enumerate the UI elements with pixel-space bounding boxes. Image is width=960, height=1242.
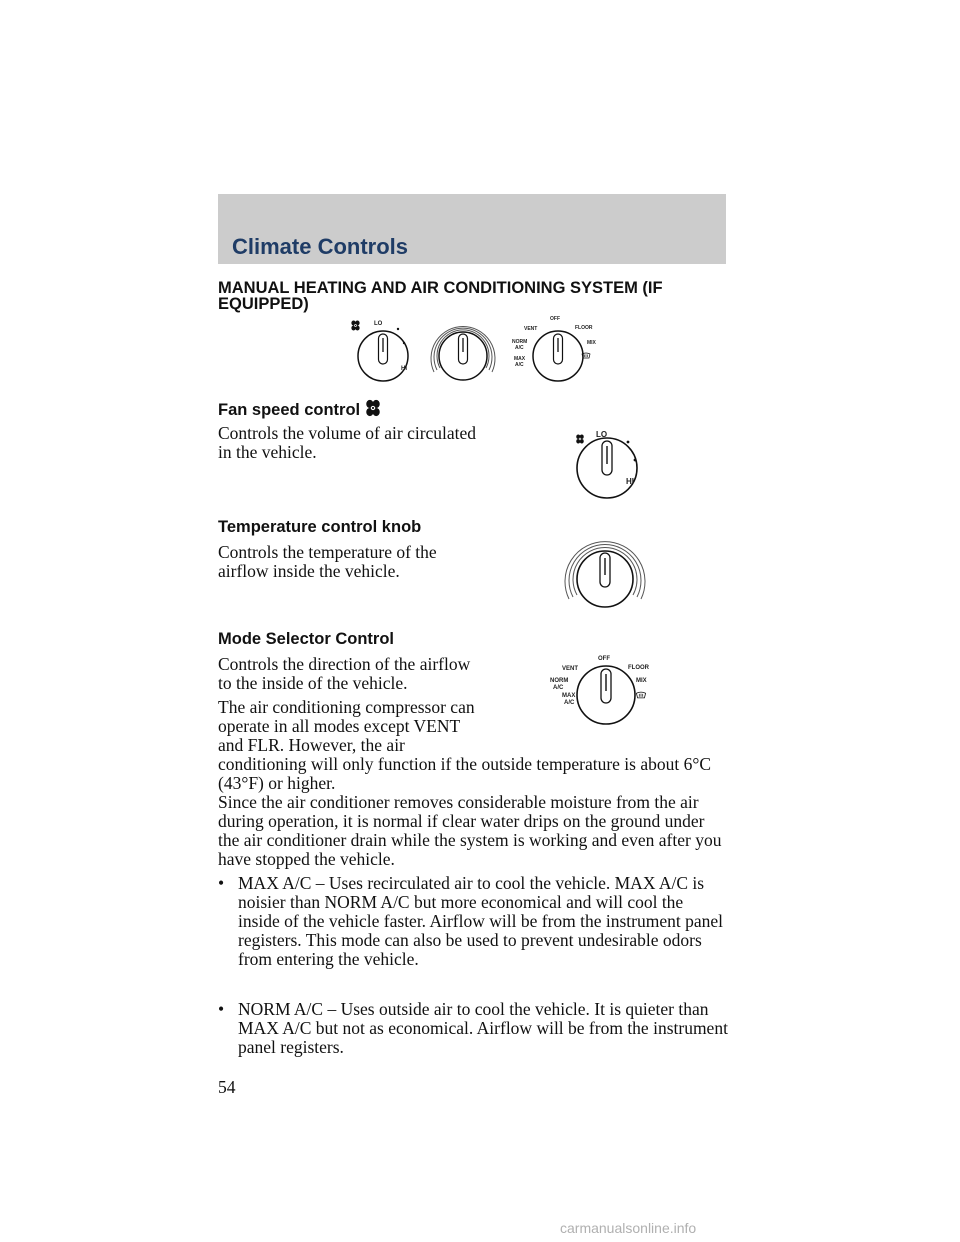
- mode-off-label: OFF: [550, 316, 560, 322]
- fan-knob-illustration: [560, 424, 660, 504]
- mode-knob-illustration: [540, 650, 660, 725]
- mode-max-label: MAX: [562, 693, 576, 699]
- fan-icon: [351, 321, 359, 331]
- temperature-description: Controls the temperature of the airflow inside the vehicle.: [218, 542, 437, 581]
- bullet-dot: •: [218, 873, 225, 893]
- page-title: Climate Controls: [232, 234, 409, 259]
- compressor-rest: conditioning will only function if the outside temperature is about 6°C (43°F) or higher.: [218, 754, 712, 793]
- mode-vent-label: VENT: [562, 666, 579, 672]
- compressor-line-1: The air conditioning compressor can: [218, 697, 475, 717]
- mode-mix-label: MIX: [636, 678, 647, 684]
- temperature-knob-illustration: [555, 533, 655, 613]
- header-bar: [218, 194, 726, 264]
- mode-off-label: OFF: [598, 656, 610, 662]
- fan-section-title: [218, 399, 382, 420]
- fan-icon: [364, 399, 382, 417]
- mode-norm-ac-label: A/C: [515, 345, 524, 351]
- fan-hi-label: HI: [626, 477, 634, 486]
- fan-knob: [351, 321, 408, 381]
- fan-icon: [576, 435, 584, 444]
- list-item: [218, 1000, 728, 1057]
- mode-floor-label: FLOOR: [575, 325, 593, 331]
- compressor-line-2: operate in all modes except VENT: [218, 716, 461, 736]
- mode-vent-label: VENT: [524, 326, 538, 332]
- mode-knob: [512, 316, 597, 381]
- mode-norm-label: NORM: [550, 678, 569, 684]
- watermark: carmanualsonline.info: [560, 1220, 697, 1236]
- temperature-knob: [431, 326, 495, 380]
- bullet-text: MAX A/C – Uses recirculated air to cool the vehicle. MAX A/C is noisier than NORM A/C but more economical and will cool the inside of the vehicle faster. Airflow will be from the instrument panel registers. This mode can also be used to prevent undesirable odors from entering the vehicle.: [238, 873, 724, 969]
- moisture-paragraph: Since the air conditioner removes considerable moisture from the air during operation, it is normal if clear water drips on the ground under the air conditioner drain while the system is working and even after you have stopped the vehicle.: [218, 792, 722, 869]
- mode-max-label: MAX: [514, 356, 526, 362]
- compressor-line-3: and FLR. However, the air: [218, 735, 405, 755]
- defrost-icon: [636, 692, 645, 698]
- fan-description: Controls the volume of air circulated in the vehicle.: [218, 423, 477, 462]
- mode-norm-ac-label: A/C: [553, 685, 564, 691]
- bullet-text: NORM A/C – Uses outside air to cool the vehicle. It is quieter than MAX A/C but not as economical. Airflow will be from the instrument panel registers.: [238, 999, 728, 1057]
- knob-row-illustration: [340, 312, 610, 382]
- page-number: 54: [218, 1077, 236, 1097]
- temperature-section-title: Temperature control knob: [218, 518, 422, 536]
- fan-lo-label: LO: [596, 430, 608, 439]
- bullet-dot: •: [218, 999, 225, 1019]
- fan-section-title-text: Fan speed control: [218, 401, 361, 419]
- fan-hi-label: HI: [401, 366, 407, 372]
- mode-description: Controls the direction of the airflow to the inside of the vehicle.: [218, 654, 471, 693]
- mode-floor-label: FLOOR: [628, 665, 649, 671]
- mode-max-ac-label: A/C: [515, 362, 524, 368]
- main-heading: MANUAL HEATING AND AIR CONDITIONING SYSTEM (IF EQUIPPED): [218, 279, 663, 313]
- list-item: [218, 874, 728, 969]
- mode-norm-label: NORM: [512, 339, 528, 345]
- mode-section-title: Mode Selector Control: [218, 630, 395, 648]
- mode-mix-label: MIX: [587, 340, 596, 346]
- fan-lo-label: LO: [374, 321, 383, 327]
- mode-max-ac-label: A/C: [564, 700, 575, 706]
